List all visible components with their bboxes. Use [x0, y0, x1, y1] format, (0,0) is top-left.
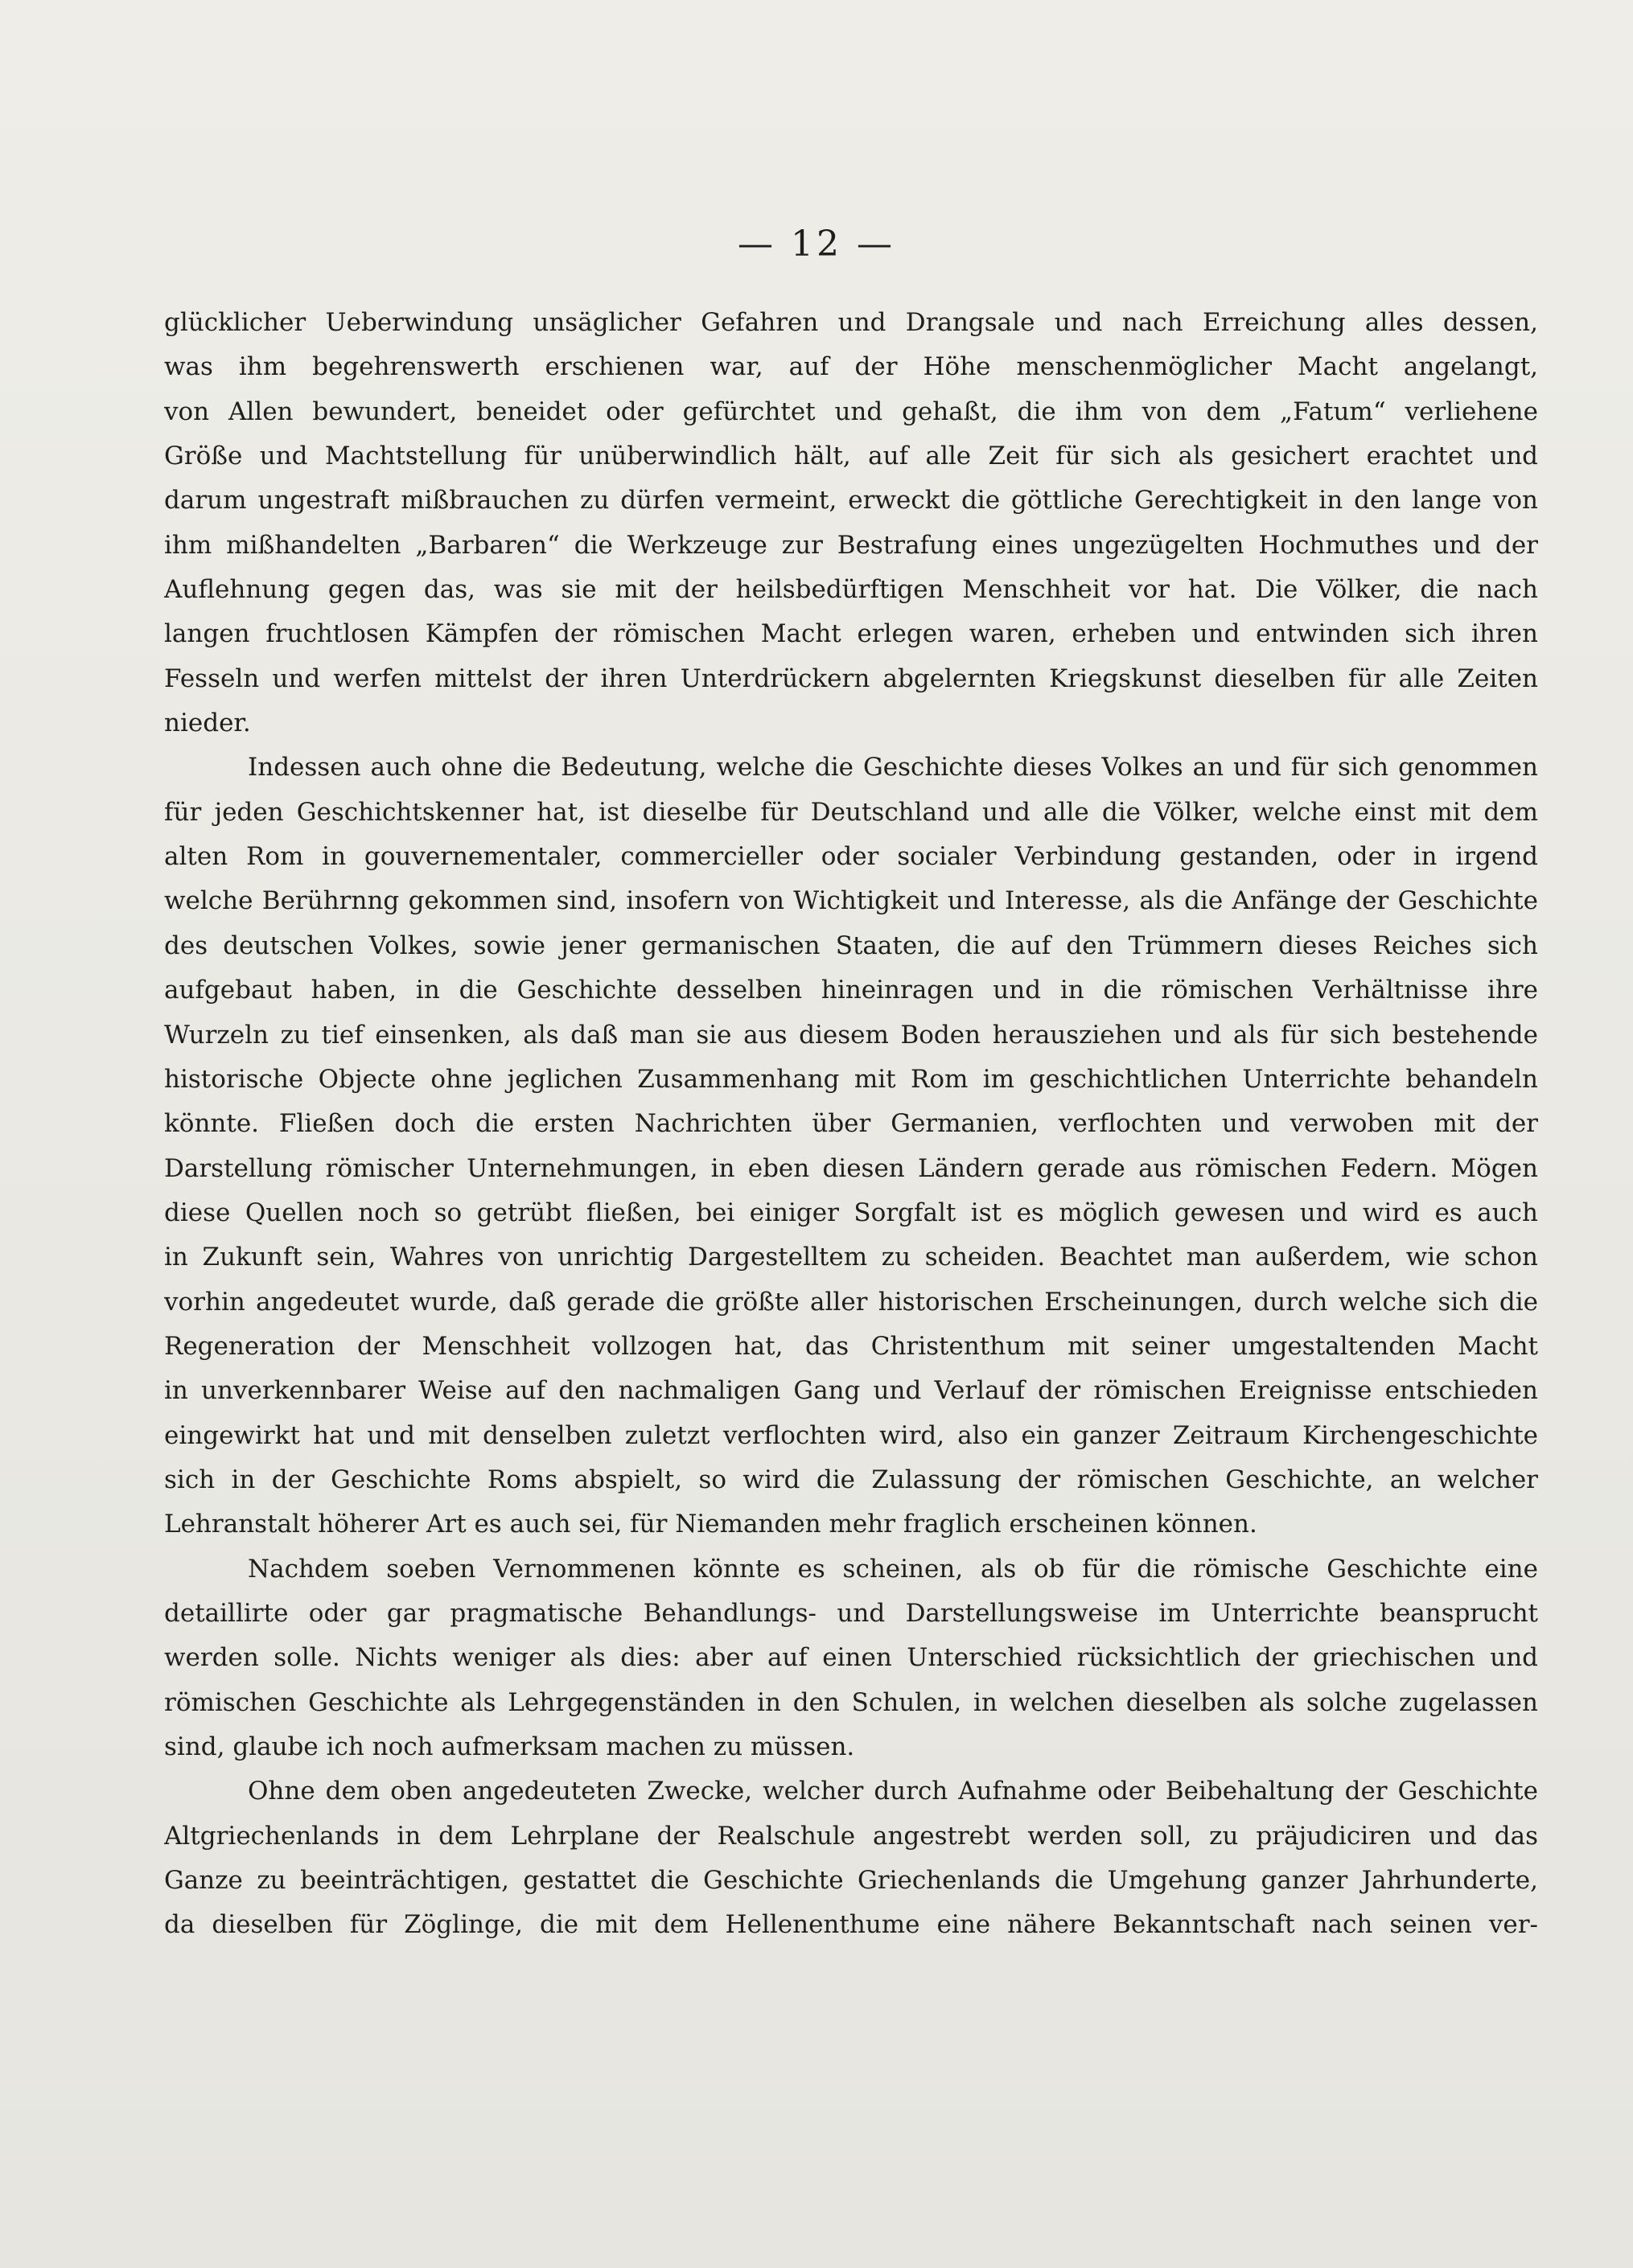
text-line: römischen Geschichte als Lehrgegenständen in den Schulen, in welchen dieselben als solche zugelassen: [164, 1687, 1538, 1717]
text-line: Altgriechenlands in dem Lehrplane der Realschule angestrebt werden soll, zu präjudiciren und das: [164, 1821, 1538, 1851]
text-line: von Allen bewundert, beneidet oder gefürchtet und gehaßt, die ihm von dem „Fatum“ verliehene: [164, 396, 1538, 426]
text-line: detaillirte oder gar pragmatische Behandlungs- und Darstellungsweise im Unterrichte beansprucht: [164, 1598, 1538, 1628]
text-line: glücklicher Ueberwindung unsäglicher Gefahren und Drangsale und nach Erreichung alles dessen,: [164, 308, 1538, 337]
text-line: diese Quellen noch so getrübt fließen, bei einiger Sorgfalt ist es möglich gewesen und wird es auch: [164, 1198, 1538, 1227]
text-line: da dieselben für Zöglinge, die mit dem Hellenenthume eine nähere Bekanntschaft nach seinen ver-: [164, 1910, 1538, 1940]
text-line: Auflehnung gegen das, was sie mit der heilsbedürftigen Menschheit vor hat. Die Völker, die nach: [164, 575, 1538, 605]
text-line: Ganze zu beeinträchtigen, gestattet die Geschichte Griechenlands die Umgehung ganzer Jahrhunderte,: [164, 1866, 1538, 1896]
text-line: Lehranstalt höherer Art es auch sei, für Niemanden mehr fraglich erscheinen können.: [164, 1510, 1257, 1539]
text-line: historische Objecte ohne jeglichen Zusammenhang mit Rom im geschichtlichen Unterrichte behandeln: [164, 1064, 1538, 1094]
text-line: Wurzeln zu tief einsenken, als daß man sie aus diesem Boden herausziehen und als für sich bestehende: [164, 1020, 1538, 1050]
text-line: Ohne dem oben angedeuteten Zwecke, welcher durch Aufnahme oder Beibehaltung der Geschichte: [248, 1777, 1538, 1806]
text-line: in Zukunft sein, Wahres von unrichtig Dargestelltem zu scheiden. Beachtet man außerdem, wie schon: [164, 1243, 1538, 1272]
text-line: alten Rom in gouvernementaler, commercieller oder socialer Verbindung gestanden, oder in irgend: [164, 842, 1538, 872]
body-text: [164, 301, 1538, 1948]
paragraph-2: [164, 746, 1538, 1547]
text-line: könnte. Fließen doch die ersten Nachrichten über Germanien, verflochten und verwoben mit der: [164, 1109, 1538, 1139]
text-line: nieder.: [164, 709, 251, 738]
text-line: Größe und Machtstellung für unüberwindlich hält, auf alle Zeit für sich als gesichert erachtet und: [164, 442, 1538, 471]
text-line: des deutschen Volkes, sowie jener germanischen Staaten, die auf den Trümmern dieses Reiches sich: [164, 931, 1538, 960]
text-line: für jeden Geschichtskenner hat, ist dieselbe für Deutschland und alle die Völker, welche einst mit dem: [164, 797, 1538, 827]
text-line: Regeneration der Menschheit vollzogen hat, das Christenthum mit seiner umgestaltenden Macht: [164, 1331, 1538, 1361]
paragraph-3: [164, 1547, 1538, 1770]
text-line: welche Berührnng gekommen sind, insofern von Wichtigkeit und Interesse, als die Anfänge der Geschichte: [164, 886, 1538, 916]
text-line: sich in der Geschichte Roms abspielt, so wird die Zulassung der römischen Geschichte, an welcher: [164, 1465, 1538, 1494]
text-line: aufgebaut haben, in die Geschichte desselben hineinragen und in die römischen Verhältnisse ihre: [164, 976, 1538, 1005]
page-number: — 12 —: [738, 224, 895, 265]
text-line: werden solle. Nichts weniger als dies: aber auf einen Unterschied rücksichtlich der griechischen und: [164, 1643, 1538, 1673]
text-line: Fesseln und werfen mittelst der ihren Unterdrückern abgelernten Kriegskunst dieselben für alle Zeiten: [164, 664, 1538, 693]
text-line: Indessen auch ohne die Bedeutung, welche die Geschichte dieses Volkes an und für sich genommen: [248, 753, 1538, 783]
text-line: was ihm begehrenswerth erschienen war, auf der Höhe menschenmöglicher Macht angelangt,: [164, 352, 1538, 382]
text-line: sind, glaube ich noch aufmerksam machen zu müssen.: [164, 1732, 855, 1761]
text-line: vorhin angedeutet wurde, daß gerade die größte aller historischen Erscheinungen, durch welche sich die: [164, 1287, 1538, 1317]
text-line: ihm mißhandelten „Barbaren“ die Werkzeuge zur Bestrafung eines ungezügelten Hochmuthes und der: [164, 530, 1538, 560]
text-line: eingewirkt hat und mit denselben zuletzt verflochten wird, also ein ganzer Zeitraum Kirchengeschichte: [164, 1420, 1538, 1450]
text-line: in unverkennbarer Weise auf den nachmaligen Gang und Verlauf der römischen Ereignisse entschieden: [164, 1376, 1538, 1406]
text-line: darum ungestraft mißbrauchen zu dürfen vermeint, erweckt die göttliche Gerechtigkeit in den lange von: [164, 486, 1538, 516]
paragraph-4: [164, 1769, 1538, 1947]
text-line: Nachdem soeben Vernommenen könnte es scheinen, als ob für die römische Geschichte eine: [248, 1554, 1538, 1584]
text-line: langen fruchtlosen Kämpfen der römischen Macht erlegen waren, erheben und entwinden sich ihren: [164, 619, 1538, 649]
text-line: Darstellung römischer Unternehmungen, in eben diesen Ländern gerade aus römischen Federn. Mögen: [164, 1153, 1538, 1183]
paragraph-1: [164, 301, 1538, 746]
